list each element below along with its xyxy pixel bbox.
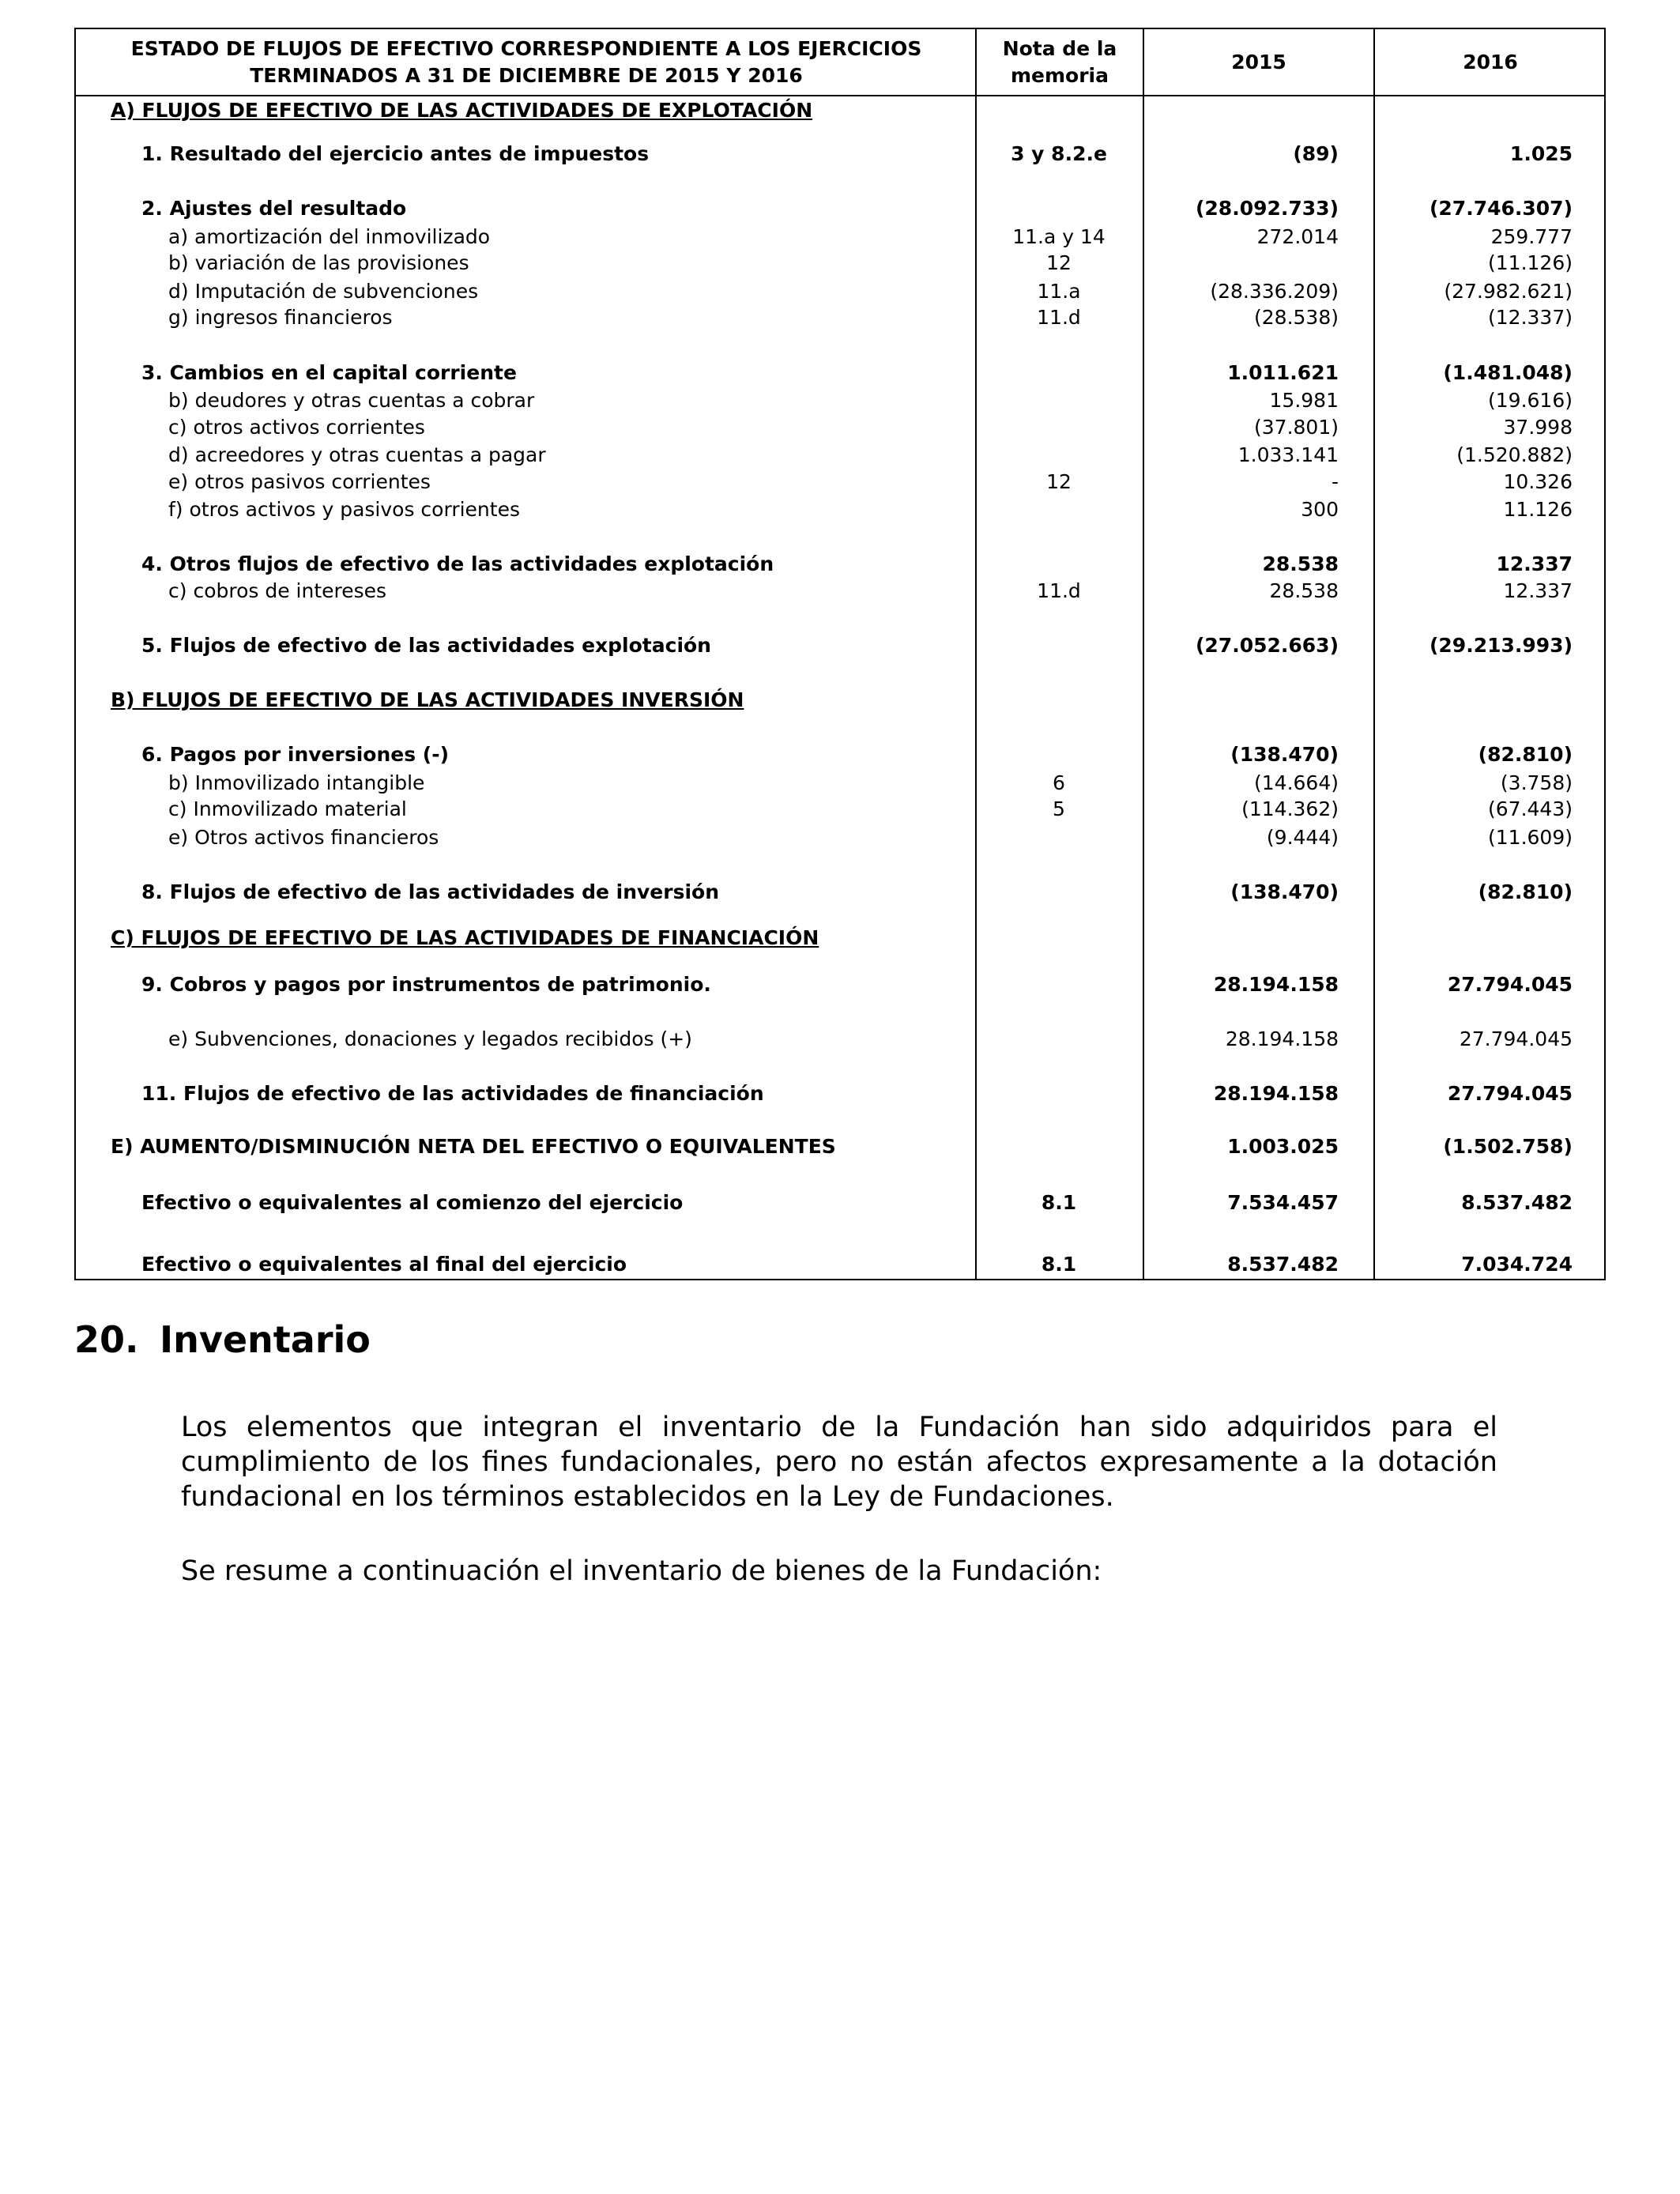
row-note: 3 y 8.2.e [1011, 142, 1107, 166]
row-label: b) deudores y otras cuentas a cobrar [168, 389, 535, 413]
table-row [76, 741, 1604, 768]
value-2016: 10.326 [1503, 469, 1573, 493]
value-2015: 15.981 [1269, 389, 1339, 413]
table-row [76, 442, 1604, 469]
value-2015: (28.092.733) [1195, 197, 1339, 221]
row-label: 9. Cobros y pagos por instrumentos de patrimonio. [141, 972, 711, 996]
table-row [76, 304, 1604, 331]
value-2015: 272.014 [1256, 224, 1339, 248]
value-2016: (27.982.621) [1444, 279, 1573, 303]
table-row [76, 925, 1604, 952]
row-label: C) FLUJOS DE EFECTIVO DE LAS ACTIVIDADES DE FINANCIACIÓN [111, 926, 819, 950]
row-label: A) FLUJOS DE EFECTIVO DE LAS ACTIVIDADES DE EXPLOTACIÓN [111, 99, 813, 123]
row-label: b) Inmovilizado intangible [168, 771, 425, 794]
value-2016: (82.810) [1478, 880, 1573, 903]
value-2015: (28.538) [1254, 306, 1339, 330]
value-2016: 27.794.045 [1459, 1027, 1573, 1051]
row-note: 11.d [1037, 579, 1081, 602]
table-row [76, 1251, 1604, 1278]
row-label: 6. Pagos por inversiones (-) [141, 743, 450, 767]
value-2015: 1.003.025 [1227, 1135, 1339, 1159]
table-row [76, 360, 1604, 386]
value-2015: (114.362) [1241, 797, 1339, 821]
value-2016: 27.794.045 [1447, 972, 1573, 996]
cash-flow-table [74, 28, 1606, 1280]
row-label: e) otros pasivos corrientes [168, 469, 431, 493]
table-row [76, 496, 1604, 523]
table-row [76, 414, 1604, 441]
paragraph: Se resume a continuación el inventario de bienes de la Fundación: [181, 1555, 1102, 1587]
row-label: 2. Ajustes del resultado [141, 197, 407, 221]
row-label: a) amortización del inmovilizado [168, 224, 491, 248]
table-row [76, 469, 1604, 496]
value-2015: 1.033.141 [1237, 443, 1339, 467]
row-label: g) ingresos financieros [168, 306, 393, 330]
row-label: d) Imputación de subvenciones [168, 279, 479, 303]
section-title: Inventario [160, 1318, 371, 1361]
value-2016: 1.025 [1509, 142, 1573, 166]
table-row [76, 1133, 1604, 1160]
row-note: 11.a y 14 [1012, 224, 1106, 248]
table-row [76, 687, 1604, 714]
header-divider [76, 95, 1604, 96]
table-row [76, 796, 1604, 823]
value-2016: (29.213.993) [1429, 634, 1573, 658]
value-2016: (27.746.307) [1429, 197, 1573, 221]
row-label: Efectivo o equivalentes al comienzo del ejercicio [141, 1191, 684, 1215]
value-2016: 8.537.482 [1461, 1191, 1573, 1215]
row-label: c) cobros de intereses [168, 579, 387, 602]
value-2016: (12.337) [1488, 306, 1573, 330]
value-2016: (67.443) [1488, 797, 1573, 821]
value-2016: 12.337 [1496, 552, 1573, 576]
value-2016: (1.481.048) [1443, 360, 1573, 384]
table-row [76, 551, 1604, 578]
value-2016: (11.609) [1488, 825, 1573, 849]
row-label: 8. Flujos de efectivo de las actividades de inversión [141, 880, 720, 903]
row-label: e) Subvenciones, donaciones y legados recibidos (+) [168, 1027, 692, 1051]
row-label: c) Inmovilizado material [168, 797, 407, 821]
row-note: 12 [1046, 251, 1072, 275]
value-2015: 28.194.158 [1213, 972, 1339, 996]
table-row [76, 1026, 1604, 1053]
row-label: E) AUMENTO/DISMINUCIÓN NETA DEL EFECTIVO O EQUIVALENTES [111, 1135, 836, 1159]
row-label: 3. Cambios en el capital corriente [141, 360, 517, 384]
value-2016: (1.520.882) [1456, 443, 1573, 467]
year-2015-header: 2015 [1231, 50, 1286, 74]
row-label: 11. Flujos de efectivo de las actividades de financiación [141, 1082, 764, 1106]
table-row [76, 879, 1604, 906]
table-row [76, 1189, 1604, 1216]
row-label: 4. Otros flujos de efectivo de las actividades explotación [141, 552, 774, 576]
table-row [76, 578, 1604, 605]
value-2016: (1.502.758) [1443, 1135, 1573, 1159]
row-label: b) variación de las provisiones [168, 251, 469, 275]
row-label: Efectivo o equivalentes al final del ejercicio [141, 1253, 627, 1276]
value-2015: 7.534.457 [1227, 1191, 1339, 1215]
value-2016: 7.034.724 [1461, 1253, 1573, 1276]
value-2015: (138.470) [1230, 743, 1339, 767]
value-2015: 300 [1301, 498, 1339, 522]
value-2016: 12.337 [1503, 579, 1573, 602]
table-row [76, 1080, 1604, 1107]
value-2015: (89) [1293, 142, 1339, 166]
value-2016: (82.810) [1478, 743, 1573, 767]
row-label: c) otros activos corrientes [168, 415, 425, 439]
value-2015: (14.664) [1254, 771, 1339, 794]
table-row [76, 224, 1604, 251]
value-2015: 1.011.621 [1227, 360, 1339, 384]
table-row [76, 824, 1604, 851]
value-2016: (11.126) [1488, 251, 1573, 275]
row-note: 11.a [1037, 279, 1081, 303]
paragraph: Los elementos que integran el inventario de la Fundación han sido adquiridos para el cumplimiento de los fines fundacionales, pero no están afectos expresamente a la dotación fundacional en los términos establecidos en la Ley de Fundaciones. [181, 1412, 1497, 1513]
value-2015: (138.470) [1230, 880, 1339, 903]
value-2016: (3.758) [1500, 771, 1573, 794]
table-row [76, 387, 1604, 414]
table-row [76, 770, 1604, 797]
table-row [76, 141, 1604, 168]
row-label: B) FLUJOS DE EFECTIVO DE LAS ACTIVIDADES INVERSIÓN [111, 688, 744, 712]
row-note: 8.1 [1041, 1191, 1077, 1215]
value-2015: - [1331, 469, 1339, 493]
year-2016-header: 2016 [1463, 50, 1518, 74]
value-2015: 8.537.482 [1227, 1253, 1339, 1276]
value-2015: (27.052.663) [1195, 634, 1339, 658]
row-label: e) Otros activos financieros [168, 825, 439, 849]
row-note: 5 [1053, 797, 1065, 821]
value-2016: 37.998 [1503, 415, 1573, 439]
table-row [76, 97, 1604, 124]
row-label: 5. Flujos de efectivo de las actividades explotación [141, 634, 711, 658]
value-2015: (37.801) [1254, 415, 1339, 439]
row-note: 11.d [1037, 306, 1081, 330]
table-row [76, 971, 1604, 998]
table-row [76, 632, 1604, 659]
value-2015: 28.538 [1262, 552, 1339, 576]
row-label: f) otros activos y pasivos corrientes [168, 498, 520, 522]
row-note: 6 [1053, 771, 1065, 794]
value-2016: 11.126 [1503, 498, 1573, 522]
table-title: ESTADO DE FLUJOS DE EFECTIVO CORRESPONDIENTE A LOS EJERCICIOS TERMINADOS A 31 DE DICIEMBRE DE 2015 Y 2016 [130, 36, 922, 87]
value-2015: 28.194.158 [1213, 1082, 1339, 1106]
table-row [76, 195, 1604, 222]
value-2016: 27.794.045 [1447, 1082, 1573, 1106]
table-row [76, 250, 1604, 277]
note-column-header: Nota de la memoria [1002, 36, 1117, 87]
value-2015: 28.538 [1269, 579, 1339, 602]
value-2016: (19.616) [1488, 389, 1573, 413]
value-2015: (28.336.209) [1210, 279, 1339, 303]
table-row [76, 278, 1604, 305]
row-note: 12 [1046, 469, 1072, 493]
value-2016: 259.777 [1490, 224, 1573, 248]
section-heading [74, 1318, 371, 1361]
value-2015: (9.444) [1266, 825, 1339, 849]
value-2015: 28.194.158 [1225, 1027, 1339, 1051]
section-number: 20. [74, 1318, 139, 1361]
row-label: d) acreedores y otras cuentas a pagar [168, 443, 546, 467]
row-note: 8.1 [1041, 1253, 1077, 1276]
row-label: 1. Resultado del ejercicio antes de impuestos [141, 142, 650, 166]
